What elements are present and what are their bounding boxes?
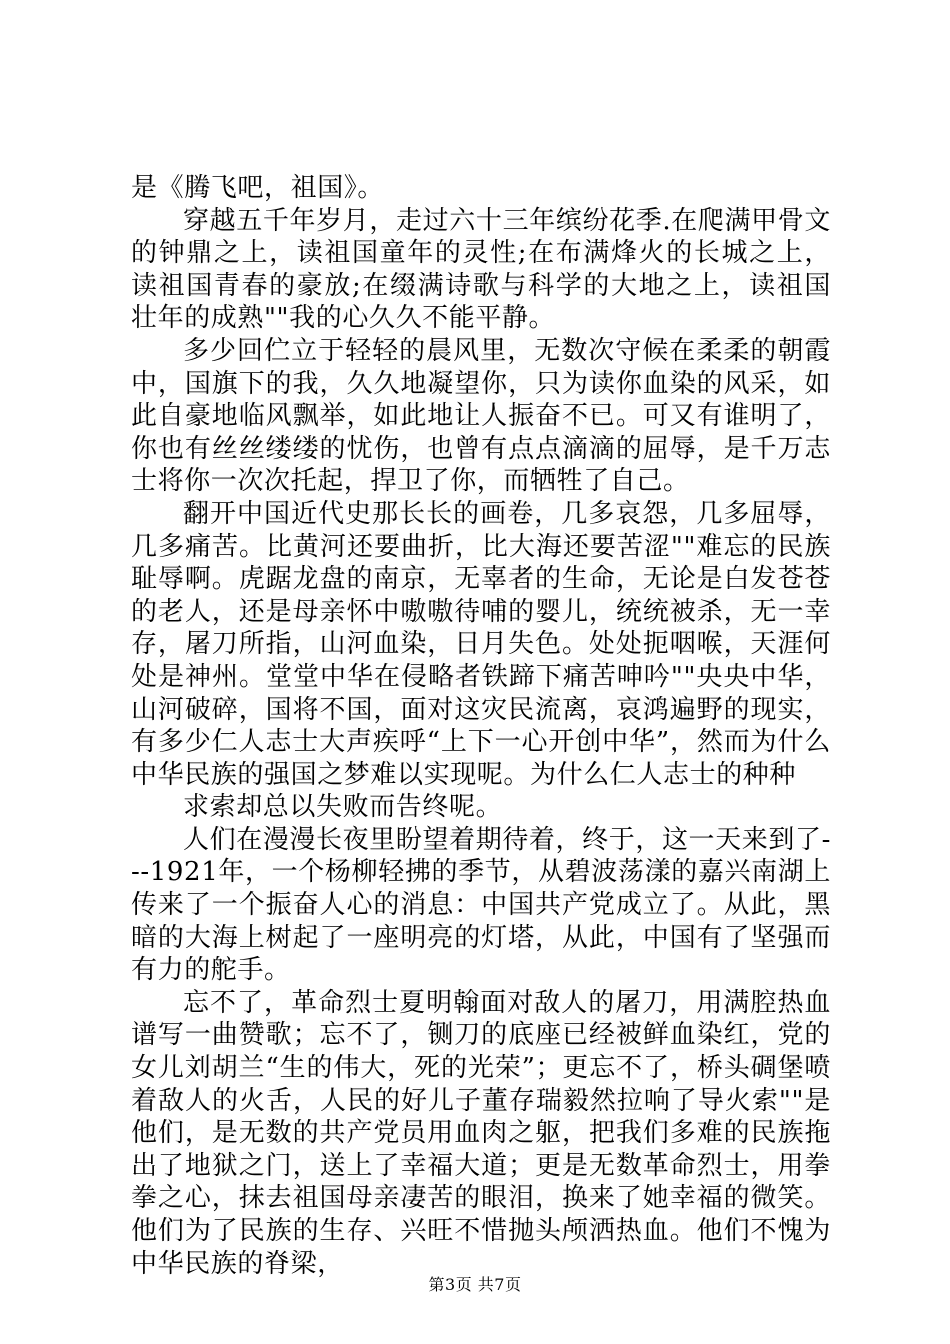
paragraph: 求索却总以失败而告终呢。 [183, 792, 503, 823]
paragraph: 穿越五千年岁月，走过六十三年缤纷花季.在爬满甲骨文的钟鼎之上，读祖国童年的灵性;在布满烽火的长城之上，读祖国青春的豪放;在缀满诗歌与科学的大地之上，读祖国壮年的成熟""我的心久久不能平静。 [131, 205, 831, 334]
body-text [131, 172, 831, 1280]
page-footer: 第3页 共7页 [428, 1275, 522, 1294]
paragraph-continuation: 是《腾飞吧，祖国》。 [131, 173, 385, 203]
paragraph: 忘不了，革命烈士夏明翰面对敌人的屠刀，用满腔热血谱写一曲赞歌；忘不了，铡刀的底座已经被鲜血染红，党的女儿刘胡兰“生的伟大，死的光荣”；更忘不了，桥头碉堡喷着敌人的火舌，人民的好儿子董存瑞毅然拉响了导火索""是他们，是无数的共产党员用血肉之躯，把我们多难的民族拖出了地狱之门，送上了幸福大道；更是无数革命烈士，用拳拳之心，抹去祖国母亲凄苦的眼泪，换来了她幸福的微笑。他们为了民族的生存、兴旺不惜抛头颅洒热血。他们不愧为中华民族的脊梁， [131, 987, 831, 1279]
paragraph: 人们在漫漫长夜里盼望着期待着，终于，这一天来到了---1921年，一个杨柳轻拂的季节，从碧波荡漾的嘉兴南湖上传来了一个振奋人心的消息：中国共产党成立了。从此，黑暗的大海上树起了一座明亮的灯塔，从此，中国有了坚强而有力的舵手。 [131, 824, 831, 986]
paragraph: 多少回伫立于轻轻的晨风里，无数次守候在柔柔的朝霞中，国旗下的我，久久地凝望你，只为读你血染的风采，如此自豪地临风飘举，如此地让人振奋不已。可又有谁明了，你也有丝丝缕缕的忧伤，也曾有点点滴滴的屈辱，是千万志士将你一次次托起，捍卫了你，而牺牲了自己。 [131, 335, 831, 497]
paragraph: 翻开中国近代史那长长的画卷，几多哀怨，几多屈辱，几多痛苦。比黄河还要曲折，比大海还要苦涩""难忘的民族耻辱啊。虎踞龙盘的南京，无辜者的生命，无论是白发苍苍的老人，还是母亲怀中嗷嗷待哺的婴儿，统统被杀，无一幸存，屠刀所指，山河血染，日月失色。处处扼咽喉，天涯何处是神州。堂堂中华在侵略者铁蹄下痛苦呻吟""央央中华，山河破碎，国将不国，面对这灾民流离，哀鸿遍野的现实，有多少仁人志士大声疾呼“上下一心开创中华”，然而为什么中华民族的强国之梦难以实现呢。为什么仁人志士的种种 [131, 498, 831, 790]
